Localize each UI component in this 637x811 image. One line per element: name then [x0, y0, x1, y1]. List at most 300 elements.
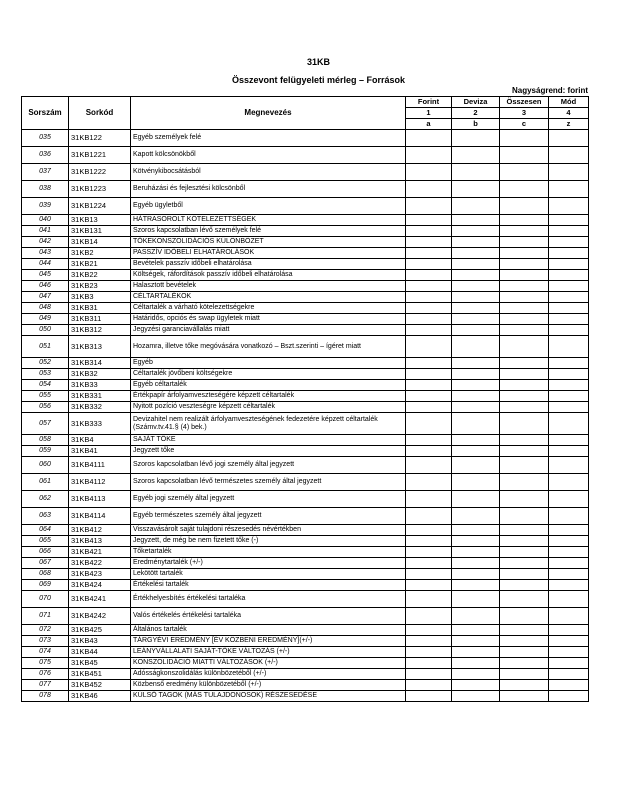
row-code: 31KB331: [69, 391, 131, 402]
value-cell-mod[interactable]: [549, 647, 589, 658]
row-number: 071: [22, 608, 69, 625]
value-cell-mod[interactable]: [549, 608, 589, 625]
value-cell-mod[interactable]: [549, 413, 589, 435]
row-code: 31KB4114: [69, 508, 131, 525]
table-row: [22, 314, 589, 325]
row-number: 066: [22, 547, 69, 558]
value-cell-mod[interactable]: [549, 325, 589, 336]
value-cell-forint[interactable]: [406, 259, 452, 270]
table-row: [22, 680, 589, 691]
value-cell-osszesen[interactable]: [500, 680, 549, 691]
value-cell-forint[interactable]: [406, 491, 452, 508]
row-code: 31KB333: [69, 413, 131, 435]
row-code: 31KB1223: [69, 181, 131, 198]
value-cell-forint[interactable]: [406, 669, 452, 680]
value-cell-forint[interactable]: [406, 181, 452, 198]
row-name: Nyitott pozíció veszteségre képzett céltartalék: [131, 402, 406, 413]
col-letter: a: [406, 119, 452, 130]
value-cell-mod[interactable]: [549, 130, 589, 147]
value-cell-osszesen[interactable]: [500, 658, 549, 669]
table-row: [22, 636, 589, 647]
value-cell-mod[interactable]: [549, 198, 589, 215]
row-number: 041: [22, 226, 69, 237]
value-cell-osszesen[interactable]: [500, 164, 549, 181]
value-cell-osszesen[interactable]: [500, 474, 549, 491]
value-cell-osszesen[interactable]: [500, 525, 549, 536]
table-row: [22, 457, 589, 474]
value-cell-forint[interactable]: [406, 508, 452, 525]
row-code: 31KB3: [69, 292, 131, 303]
row-code: 31KB14: [69, 237, 131, 248]
value-cell-deviza[interactable]: [452, 435, 500, 446]
value-cell-deviza[interactable]: [452, 303, 500, 314]
value-cell-osszesen[interactable]: [500, 413, 549, 435]
row-code: 31KB46: [69, 691, 131, 702]
value-cell-osszesen[interactable]: [500, 237, 549, 248]
value-cell-mod[interactable]: [549, 457, 589, 474]
table-row: [22, 164, 589, 181]
value-cell-forint[interactable]: [406, 569, 452, 580]
value-cell-deviza[interactable]: [452, 248, 500, 259]
value-cell-deviza[interactable]: [452, 380, 500, 391]
value-cell-mod[interactable]: [549, 314, 589, 325]
value-cell-osszesen[interactable]: [500, 669, 549, 680]
value-cell-osszesen[interactable]: [500, 569, 549, 580]
value-cell-mod[interactable]: [549, 508, 589, 525]
value-cell-deviza[interactable]: [452, 215, 500, 226]
row-number: 043: [22, 248, 69, 259]
col-header-sorszam: Sorszám: [22, 97, 69, 130]
row-code: 31KB4113: [69, 491, 131, 508]
value-cell-osszesen[interactable]: [500, 281, 549, 292]
table-row: [22, 292, 589, 303]
value-cell-deviza[interactable]: [452, 547, 500, 558]
value-cell-forint[interactable]: [406, 636, 452, 647]
row-number: 051: [22, 336, 69, 358]
value-cell-deviza[interactable]: [452, 591, 500, 608]
value-cell-mod[interactable]: [549, 536, 589, 547]
value-cell-deviza[interactable]: [452, 198, 500, 215]
value-cell-deviza[interactable]: [452, 270, 500, 281]
value-cell-mod[interactable]: [549, 226, 589, 237]
value-cell-osszesen[interactable]: [500, 508, 549, 525]
row-name: Jegyzett, de még be nem fizetett tőke (-): [131, 536, 406, 547]
row-name: Egyéb személyek felé: [131, 130, 406, 147]
value-cell-deviza[interactable]: [452, 446, 500, 457]
row-code: 31KB423: [69, 569, 131, 580]
row-number: 074: [22, 647, 69, 658]
value-cell-osszesen[interactable]: [500, 248, 549, 259]
row-code: 31KB422: [69, 558, 131, 569]
balance-table: [21, 96, 589, 702]
value-cell-forint[interactable]: [406, 536, 452, 547]
value-cell-forint[interactable]: [406, 558, 452, 569]
value-cell-mod[interactable]: [549, 292, 589, 303]
row-name: Kötvénykibocsátásból: [131, 164, 406, 181]
value-cell-osszesen[interactable]: [500, 636, 549, 647]
value-cell-deviza[interactable]: [452, 391, 500, 402]
value-cell-forint[interactable]: [406, 402, 452, 413]
value-cell-mod[interactable]: [549, 558, 589, 569]
row-code: 31KB424: [69, 580, 131, 591]
value-cell-mod[interactable]: [549, 569, 589, 580]
row-number: 054: [22, 380, 69, 391]
row-name: Kapott kölcsönökből: [131, 147, 406, 164]
row-name: PASSZÍV IDŐBELI ELHATÁROLÁSOK: [131, 248, 406, 259]
value-cell-forint[interactable]: [406, 625, 452, 636]
row-name: Értékpapír árfolyamveszteségére képzett céltartalék: [131, 391, 406, 402]
value-cell-forint[interactable]: [406, 215, 452, 226]
table-row: [22, 491, 589, 508]
value-cell-mod[interactable]: [549, 680, 589, 691]
row-name: Egyéb jogi személy által jegyzett: [131, 491, 406, 508]
col-header-megnevezes: Megnevezés: [131, 97, 406, 130]
row-name: Jegyzési garanciavállalás miatt: [131, 325, 406, 336]
row-number: 036: [22, 147, 69, 164]
value-cell-mod[interactable]: [549, 547, 589, 558]
value-cell-forint[interactable]: [406, 380, 452, 391]
value-cell-osszesen[interactable]: [500, 369, 549, 380]
value-cell-forint[interactable]: [406, 303, 452, 314]
value-cell-forint[interactable]: [406, 336, 452, 358]
row-number: 075: [22, 658, 69, 669]
value-cell-deviza[interactable]: [452, 413, 500, 435]
value-cell-deviza[interactable]: [452, 457, 500, 474]
value-cell-forint[interactable]: [406, 130, 452, 147]
table-row: [22, 558, 589, 569]
value-cell-forint[interactable]: [406, 147, 452, 164]
value-cell-osszesen[interactable]: [500, 358, 549, 369]
row-name: Szoros kapcsolatban lévő természetes személy által jegyzett: [131, 474, 406, 491]
col-number: 4: [549, 108, 589, 119]
value-cell-mod[interactable]: [549, 691, 589, 702]
col-letter: b: [452, 119, 500, 130]
table-row: [22, 369, 589, 380]
table-row: [22, 508, 589, 525]
value-cell-deviza[interactable]: [452, 636, 500, 647]
value-cell-osszesen[interactable]: [500, 547, 549, 558]
col-header-sorkod: Sorkód: [69, 97, 131, 130]
value-cell-deviza[interactable]: [452, 569, 500, 580]
value-cell-osszesen[interactable]: [500, 303, 549, 314]
value-cell-deviza[interactable]: [452, 358, 500, 369]
value-cell-forint[interactable]: [406, 198, 452, 215]
table-row: [22, 237, 589, 248]
table-row: [22, 198, 589, 215]
table-body: [22, 130, 589, 702]
value-cell-deviza[interactable]: [452, 292, 500, 303]
value-cell-forint[interactable]: [406, 457, 452, 474]
value-cell-mod[interactable]: [549, 435, 589, 446]
value-cell-mod[interactable]: [549, 474, 589, 491]
value-cell-forint[interactable]: [406, 446, 452, 457]
value-cell-deviza[interactable]: [452, 259, 500, 270]
row-code: 31KB421: [69, 547, 131, 558]
value-cell-deviza[interactable]: [452, 508, 500, 525]
report-title: Összevont felügyeleti mérleg – Források: [231, 75, 406, 85]
value-cell-forint[interactable]: [406, 237, 452, 248]
value-cell-forint[interactable]: [406, 369, 452, 380]
value-cell-osszesen[interactable]: [500, 536, 549, 547]
table-row: [22, 391, 589, 402]
value-cell-forint[interactable]: [406, 691, 452, 702]
value-cell-osszesen[interactable]: [500, 402, 549, 413]
value-cell-forint[interactable]: [406, 314, 452, 325]
value-cell-osszesen[interactable]: [500, 147, 549, 164]
table-row: [22, 248, 589, 259]
value-cell-deviza[interactable]: [452, 369, 500, 380]
value-cell-mod[interactable]: [549, 281, 589, 292]
col-header-osszesen: Összesen: [500, 97, 549, 108]
value-cell-mod[interactable]: [549, 658, 589, 669]
row-code: 31KB31: [69, 303, 131, 314]
row-code: 31KB312: [69, 325, 131, 336]
value-cell-deviza[interactable]: [452, 164, 500, 181]
value-cell-osszesen[interactable]: [500, 691, 549, 702]
row-number: 062: [22, 491, 69, 508]
row-number: 058: [22, 435, 69, 446]
value-cell-deviza[interactable]: [452, 647, 500, 658]
value-cell-forint[interactable]: [406, 292, 452, 303]
value-cell-deviza[interactable]: [452, 325, 500, 336]
value-cell-deviza[interactable]: [452, 608, 500, 625]
row-name: Beruházási és fejlesztési kölcsönből: [131, 181, 406, 198]
value-cell-deviza[interactable]: [452, 281, 500, 292]
row-code: 31KB4: [69, 435, 131, 446]
value-cell-mod[interactable]: [549, 402, 589, 413]
table-row: [22, 358, 589, 369]
row-number: 044: [22, 259, 69, 270]
value-cell-deviza[interactable]: [452, 314, 500, 325]
value-cell-osszesen[interactable]: [500, 130, 549, 147]
value-cell-deviza[interactable]: [452, 130, 500, 147]
table-row: [22, 669, 589, 680]
value-cell-forint[interactable]: [406, 325, 452, 336]
value-cell-mod[interactable]: [549, 369, 589, 380]
value-cell-mod[interactable]: [549, 446, 589, 457]
value-cell-deviza[interactable]: [452, 536, 500, 547]
value-cell-osszesen[interactable]: [500, 270, 549, 281]
value-cell-osszesen[interactable]: [500, 292, 549, 303]
row-number: 064: [22, 525, 69, 536]
value-cell-mod[interactable]: [549, 358, 589, 369]
value-cell-forint[interactable]: [406, 164, 452, 181]
table-row: [22, 336, 589, 358]
row-number: 077: [22, 680, 69, 691]
row-name: Költségek, ráfordítások passzív időbeli elhatárolása: [131, 270, 406, 281]
row-number: 061: [22, 474, 69, 491]
value-cell-osszesen[interactable]: [500, 558, 549, 569]
value-cell-deviza[interactable]: [452, 147, 500, 164]
row-number: 047: [22, 292, 69, 303]
value-cell-mod[interactable]: [549, 303, 589, 314]
value-cell-osszesen[interactable]: [500, 259, 549, 270]
row-name: Általános tartalék: [131, 625, 406, 636]
value-cell-deviza[interactable]: [452, 402, 500, 413]
value-cell-osszesen[interactable]: [500, 647, 549, 658]
value-cell-osszesen[interactable]: [500, 491, 549, 508]
value-cell-mod[interactable]: [549, 215, 589, 226]
value-cell-mod[interactable]: [549, 181, 589, 198]
row-code: 31KB44: [69, 647, 131, 658]
value-cell-deviza[interactable]: [452, 336, 500, 358]
value-cell-forint[interactable]: [406, 547, 452, 558]
table-row: [22, 647, 589, 658]
value-cell-osszesen[interactable]: [500, 435, 549, 446]
table-row: [22, 691, 589, 702]
value-cell-deviza[interactable]: [452, 181, 500, 198]
row-name: Egyéb: [131, 358, 406, 369]
row-number: 048: [22, 303, 69, 314]
value-cell-mod[interactable]: [549, 591, 589, 608]
row-code: 31KB451: [69, 669, 131, 680]
value-cell-mod[interactable]: [549, 237, 589, 248]
value-cell-deviza[interactable]: [452, 237, 500, 248]
value-cell-mod[interactable]: [549, 669, 589, 680]
row-code: 31KB2: [69, 248, 131, 259]
row-name: Szoros kapcsolatban lévő jogi személy által jegyzett: [131, 457, 406, 474]
row-name: KONSZOLIDÁCIÓ MIATTI VÁLTOZÁSOK (+/-): [131, 658, 406, 669]
value-cell-forint[interactable]: [406, 525, 452, 536]
row-name: HÁTRASOROLT KÖTELEZETTSÉGEK: [131, 215, 406, 226]
value-cell-osszesen[interactable]: [500, 325, 549, 336]
value-cell-mod[interactable]: [549, 625, 589, 636]
value-cell-deviza[interactable]: [452, 580, 500, 591]
value-cell-forint[interactable]: [406, 658, 452, 669]
value-cell-mod[interactable]: [549, 336, 589, 358]
value-cell-mod[interactable]: [549, 391, 589, 402]
value-cell-forint[interactable]: [406, 647, 452, 658]
report-code: 31KB: [306, 57, 330, 67]
table-row: [22, 536, 589, 547]
row-name: Egyéb ügyletből: [131, 198, 406, 215]
row-code: 31KB22: [69, 270, 131, 281]
value-cell-deviza[interactable]: [452, 669, 500, 680]
row-number: 039: [22, 198, 69, 215]
table-row: [22, 303, 589, 314]
value-cell-osszesen[interactable]: [500, 591, 549, 608]
value-cell-forint[interactable]: [406, 413, 452, 435]
value-cell-osszesen[interactable]: [500, 457, 549, 474]
value-cell-deviza[interactable]: [452, 474, 500, 491]
row-code: 31KB4241: [69, 591, 131, 608]
value-cell-forint[interactable]: [406, 580, 452, 591]
row-code: 31KB452: [69, 680, 131, 691]
row-code: 31KB4112: [69, 474, 131, 491]
value-cell-osszesen[interactable]: [500, 391, 549, 402]
row-number: 070: [22, 591, 69, 608]
table-row: [22, 525, 589, 536]
value-cell-mod[interactable]: [549, 164, 589, 181]
row-code: 31KB122: [69, 130, 131, 147]
value-cell-deviza[interactable]: [452, 625, 500, 636]
col-number: 3: [500, 108, 549, 119]
row-number: 056: [22, 402, 69, 413]
value-cell-deviza[interactable]: [452, 658, 500, 669]
row-name: Eredménytartalék (+/-): [131, 558, 406, 569]
row-number: 042: [22, 237, 69, 248]
value-cell-osszesen[interactable]: [500, 580, 549, 591]
row-name: TŐKEKONSZOLIDÁCIÓS KÜLÖNBÖZET: [131, 237, 406, 248]
value-cell-mod[interactable]: [549, 580, 589, 591]
row-name: Valós értékelés értékelési tartaléka: [131, 608, 406, 625]
row-code: 31KB332: [69, 402, 131, 413]
value-cell-osszesen[interactable]: [500, 446, 549, 457]
row-number: 076: [22, 669, 69, 680]
table-row: [22, 625, 589, 636]
value-cell-mod[interactable]: [549, 270, 589, 281]
value-cell-mod[interactable]: [549, 636, 589, 647]
value-cell-forint[interactable]: [406, 270, 452, 281]
row-number: 035: [22, 130, 69, 147]
row-name: Adósságkonszolidálás különbözetéből (+/-): [131, 669, 406, 680]
row-code: 31KB43: [69, 636, 131, 647]
value-cell-deviza[interactable]: [452, 680, 500, 691]
col-number: 2: [452, 108, 500, 119]
value-cell-mod[interactable]: [549, 525, 589, 536]
value-cell-osszesen[interactable]: [500, 608, 549, 625]
value-cell-forint[interactable]: [406, 474, 452, 491]
value-cell-osszesen[interactable]: [500, 336, 549, 358]
value-cell-forint[interactable]: [406, 248, 452, 259]
table-row: [22, 130, 589, 147]
value-cell-forint[interactable]: [406, 391, 452, 402]
value-cell-deviza[interactable]: [452, 226, 500, 237]
value-cell-forint[interactable]: [406, 281, 452, 292]
value-cell-deviza[interactable]: [452, 691, 500, 702]
row-code: 31KB313: [69, 336, 131, 358]
row-number: 050: [22, 325, 69, 336]
value-cell-forint[interactable]: [406, 608, 452, 625]
value-cell-forint[interactable]: [406, 680, 452, 691]
value-cell-forint[interactable]: [406, 435, 452, 446]
row-number: 068: [22, 569, 69, 580]
value-cell-osszesen[interactable]: [500, 226, 549, 237]
value-cell-deviza[interactable]: [452, 525, 500, 536]
table-row: [22, 181, 589, 198]
row-code: 31KB45: [69, 658, 131, 669]
value-cell-deviza[interactable]: [452, 491, 500, 508]
row-code: 31KB33: [69, 380, 131, 391]
value-cell-mod[interactable]: [549, 248, 589, 259]
value-cell-osszesen[interactable]: [500, 314, 549, 325]
row-name: KÜLSŐ TAGOK (MÁS TULAJDONOSOK) RÉSZESEDÉSE: [131, 691, 406, 702]
row-number: 055: [22, 391, 69, 402]
unit-label: Nagyságrend: forint: [511, 86, 588, 95]
value-cell-osszesen[interactable]: [500, 198, 549, 215]
row-name: Értékelési tartalék: [131, 580, 406, 591]
row-name: Céltartalék jövőbeni költségekre: [131, 369, 406, 380]
value-cell-osszesen[interactable]: [500, 181, 549, 198]
value-cell-forint[interactable]: [406, 591, 452, 608]
value-cell-mod[interactable]: [549, 380, 589, 391]
row-number: 046: [22, 281, 69, 292]
row-number: 069: [22, 580, 69, 591]
value-cell-mod[interactable]: [549, 259, 589, 270]
row-name: Egyéb természetes személy által jegyzett: [131, 508, 406, 525]
row-number: 072: [22, 625, 69, 636]
value-cell-forint[interactable]: [406, 226, 452, 237]
value-cell-osszesen[interactable]: [500, 380, 549, 391]
value-cell-forint[interactable]: [406, 358, 452, 369]
value-cell-mod[interactable]: [549, 491, 589, 508]
value-cell-osszesen[interactable]: [500, 625, 549, 636]
row-number: 067: [22, 558, 69, 569]
value-cell-mod[interactable]: [549, 147, 589, 164]
value-cell-osszesen[interactable]: [500, 215, 549, 226]
row-name: Szoros kapcsolatban lévő személyek felé: [131, 226, 406, 237]
value-cell-deviza[interactable]: [452, 558, 500, 569]
